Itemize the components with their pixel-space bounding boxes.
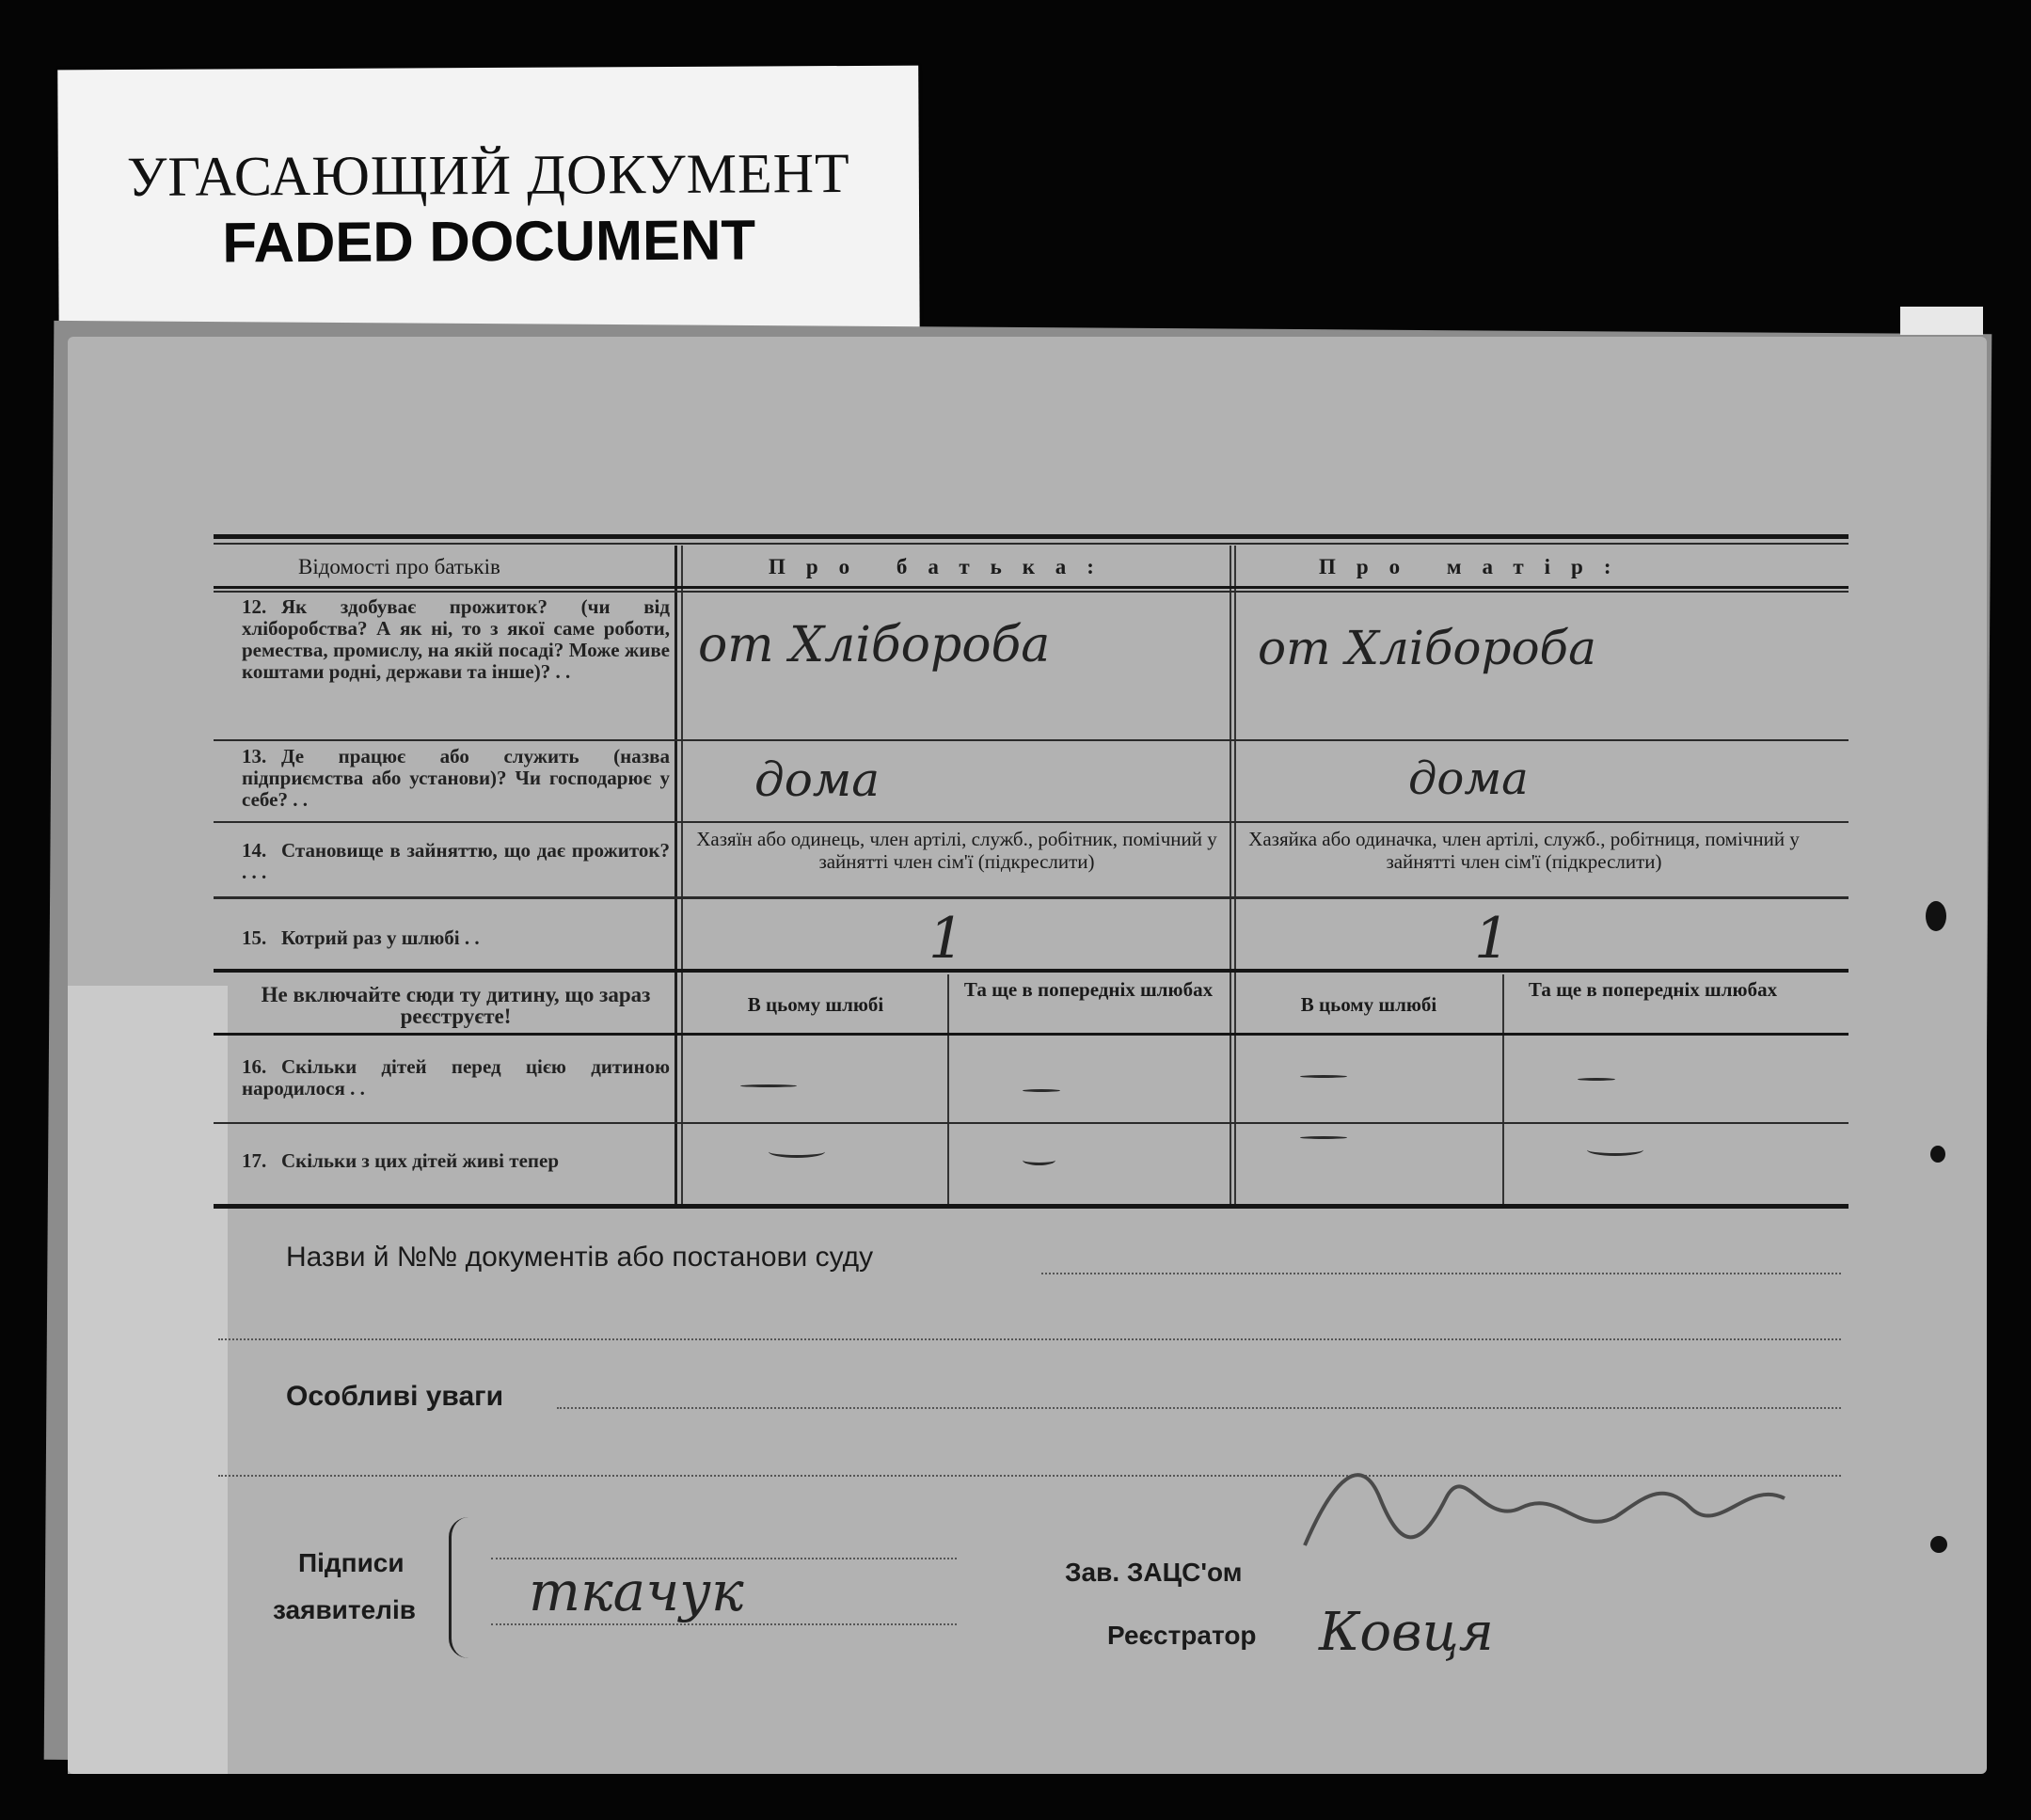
documents-line-2[interactable] <box>218 1338 1841 1340</box>
answer-14-mother-options: Хазяйка або одиначка, член артілі, служб., робітниця, помічний у зайнятті член сім'ї (підкреслити) <box>1248 828 1800 873</box>
head-signature <box>1295 1442 1822 1583</box>
dash-16-3 <box>1300 1075 1347 1078</box>
applicant-signature-line-2[interactable] <box>491 1623 957 1625</box>
question-16: 16. Скільки дітей перед цією дитиною народилося . . <box>242 1055 670 1100</box>
answer-12-mother: от Хлібороба <box>1258 621 1596 675</box>
answer-15-father: 1 <box>928 906 965 972</box>
faded-area <box>68 986 228 1774</box>
dash-17-3 <box>1300 1136 1347 1139</box>
smudge-2 <box>1930 1146 1945 1163</box>
signatures-brace <box>449 1517 468 1658</box>
question-12: 12. Як здобуває прожиток? (чи від хліборобства? А як ні, то з якої саме роботи, ремества, промислу, на якій посаді? Може живе коштами родні, держави та інше)? . . <box>242 595 670 683</box>
smudge-1 <box>1926 901 1946 931</box>
header-mother: Про матір: <box>1319 555 1632 578</box>
answer-13-mother: дома <box>1408 752 1529 805</box>
answer-13-father: дома <box>754 752 881 807</box>
question-17: 17. Скільки з цих дітей живі тепер <box>242 1149 560 1172</box>
header-father-previous: Та ще в попередніх шлюбах <box>963 978 1214 1001</box>
label-russian: УГАСАЮЩИЙ ДОКУМЕНТ <box>126 141 850 209</box>
document-page <box>68 337 1987 1774</box>
faded-document-label-card <box>57 66 920 353</box>
smudge-3 <box>1930 1536 1947 1553</box>
dash-17-2 <box>1023 1155 1055 1165</box>
dash-17-1 <box>769 1146 825 1158</box>
signatures-label-line1: Підписи <box>298 1548 405 1577</box>
dash-16-2 <box>1023 1089 1060 1092</box>
header-parents-info: Відомості про батьків <box>298 555 500 578</box>
dash-16-1 <box>740 1084 797 1087</box>
documents-line-1[interactable] <box>1041 1273 1841 1274</box>
header-mother-this-marriage: В цьому шлюбі <box>1300 993 1437 1016</box>
registrar-signature: Ковця <box>1319 1602 1494 1663</box>
answer-12-father: от Хлібороба <box>698 617 1051 673</box>
question-14: 14. Становище в зайняттю, що дає прожиток? . . . <box>242 839 670 883</box>
header-father: Про батька: <box>769 555 1115 578</box>
dash-17-4 <box>1587 1144 1643 1156</box>
label-english: FADED DOCUMENT <box>222 208 756 275</box>
applicant-signature: ткачук <box>529 1559 744 1623</box>
header-mother-previous: Та ще в попередніх шлюбах <box>1528 978 1778 1001</box>
answer-14-father-options: Хазяїн або одинець, член артілі, служб., робітник, помічний у зайнятті член сім'ї (підкреслити) <box>696 828 1217 873</box>
signatures-label-line2: заявителів <box>273 1595 416 1624</box>
registrar-label: Реєстратор <box>1107 1621 1257 1650</box>
answer-15-mother: 1 <box>1474 906 1511 972</box>
question-15: 15. Котрий раз у шлюбі . . <box>242 926 480 949</box>
dash-16-4 <box>1578 1078 1615 1081</box>
head-of-registry-label: Зав. ЗАЦС'ом <box>1065 1558 1243 1587</box>
question-13: 13. Де працює або служить (назва підприємства або установи)? Чи господарює у себе? . . <box>242 745 670 811</box>
children-note: Не включайте сюди ту дитину, що зараз реєструєте! <box>261 983 651 1028</box>
remarks-label: Особливі уваги <box>286 1381 504 1412</box>
documents-label: Назви й №№ документів або постанови суду <box>286 1242 874 1273</box>
header-father-this-marriage: В цьому шлюбі <box>747 993 884 1016</box>
back-sheet-edge <box>1900 307 1983 335</box>
remarks-line-1[interactable] <box>557 1407 1841 1409</box>
